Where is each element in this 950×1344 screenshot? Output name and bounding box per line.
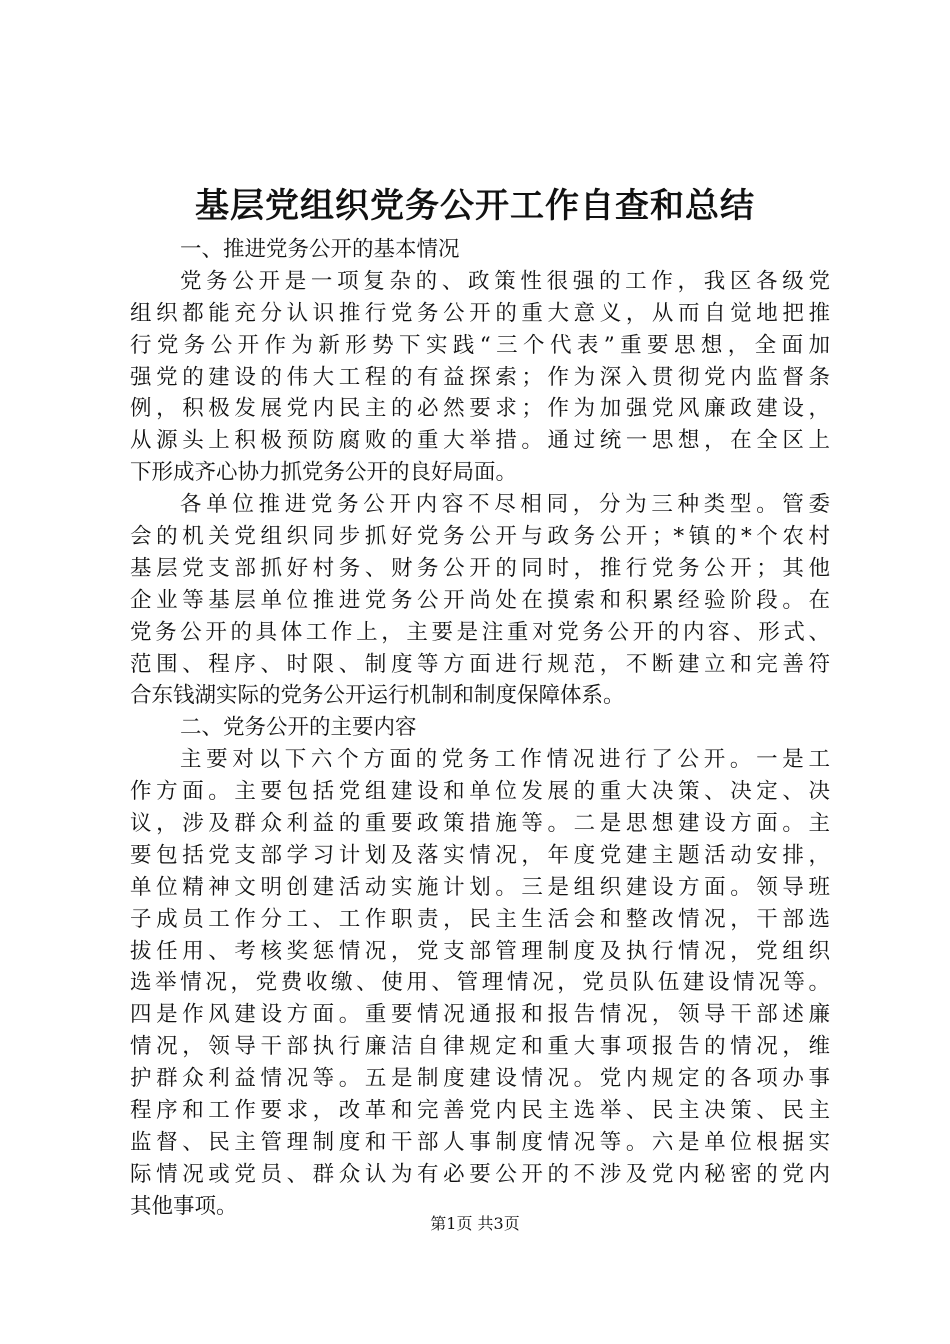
paragraph-3-line: 主要对以下六个方面的党务工作情况进行了公开。一是工 [180,747,830,773]
paragraph-3-line: 单位精神文明创建活动实施计划。三是组织建设方面。领导班 [130,874,830,900]
paragraph-3-line: 拔任用、考核奖惩情况，党支部管理制度及执行情况，党组织 [130,938,830,964]
paragraph-1-line: 从源头上积极预防腐败的重大举措。通过统一思想，在全区上 [130,428,830,454]
document-body [130,234,830,1223]
paragraph-3-line: 其他事项。 [130,1193,238,1219]
paragraph-2-line: 党务公开的具体工作上，主要是注重对党务公开的内容、形式、 [130,619,830,645]
paragraph-3-line: 四是作风建设方面。重要情况通报和报告情况，领导干部述廉 [130,1002,830,1028]
paragraph-2-line: 范围、程序、时限、制度等方面进行规范，不断建立和完善符 [130,651,830,677]
document-title: 基层党组织党务公开工作自查和总结 [195,186,755,226]
paragraph-2-line: 基层党支部抓好村务、财务公开的同时，推行党务公开；其他 [130,555,830,581]
paragraph-1-line: 例，积极发展党内民主的必然要求；作为加强党风廉政建设， [130,396,830,422]
paragraph-3-line: 程序和工作要求，改革和完善党内民主选举、民主决策、民主 [130,1098,830,1124]
page-number-footer: 第1页 共3页 [430,1214,520,1233]
paragraph-1-line: 强党的建设的伟大工程的有益探索；作为深入贯彻党内监督条 [130,364,830,390]
paragraph-1-line: 下形成齐心协力抓党务公开的良好局面。 [130,460,518,486]
paragraph-3-line: 议，涉及群众利益的重要政策措施等。二是思想建设方面。主 [130,811,830,837]
paragraph-1-line: 党务公开是一项复杂的、政策性很强的工作，我区各级党 [180,268,830,294]
section-heading-2: 二、党务公开的主要内容 [180,715,417,741]
paragraph-3-line: 情况，领导干部执行廉洁自律规定和重大事项报告的情况，维 [130,1034,830,1060]
paragraph-2-line: 会的机关党组织同步抓好党务公开与政务公开；*镇的*个农村 [130,524,830,550]
paragraph-3-line: 要包括党支部学习计划及落实情况，年度党建主题活动安排， [130,842,830,868]
paragraph-1-line: 行党务公开作为新形势下实践“三个代表”重要思想，全面加 [130,332,830,358]
paragraph-3-line: 监督、民主管理制度和干部人事制度情况等。六是单位根据实 [130,1129,830,1155]
paragraph-2-line: 合东钱湖实际的党务公开运行机制和制度保障体系。 [130,683,625,709]
paragraph-2-line: 企业等基层单位推进党务公开尚处在摸索和积累经验阶段。在 [130,587,830,613]
section-heading-1: 一、推进党务公开的基本情况 [180,237,460,262]
paragraph-1-line: 组织都能充分认识推行党务公开的重大意义，从而自觉地把推 [130,300,830,326]
paragraph-3-line: 作方面。主要包括党组建设和单位发展的重大决策、决定、决 [130,779,830,805]
paragraph-3-line: 护群众利益情况等。五是制度建设情况。党内规定的各项办事 [130,1066,830,1092]
paragraph-3-line: 际情况或党员、群众认为有必要公开的不涉及党内秘密的党内 [130,1161,830,1187]
paragraph-3-line: 子成员工作分工、工作职责，民主生活会和整改情况，干部选 [130,906,830,932]
paragraph-3-line: 选举情况，党费收缴、使用、管理情况，党员队伍建设情况等。 [130,970,830,996]
paragraph-2-line: 各单位推进党务公开内容不尽相同，分为三种类型。管委 [180,492,830,518]
